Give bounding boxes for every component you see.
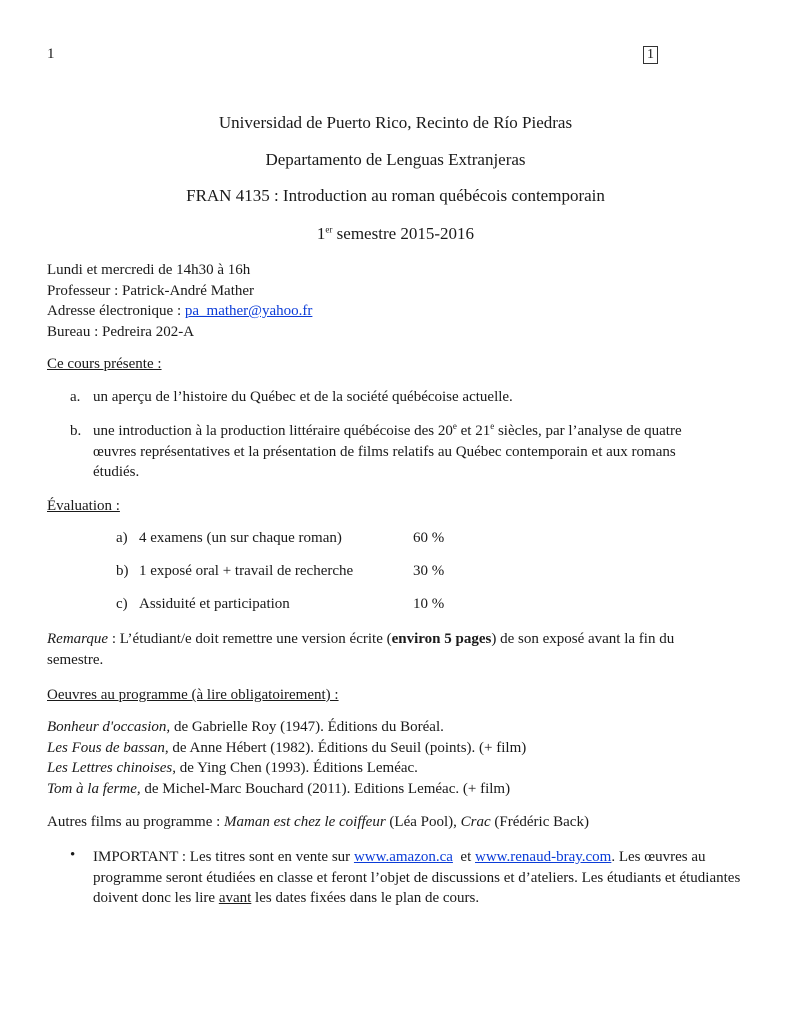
professor-line: Professeur : Patrick-André Mather bbox=[47, 282, 255, 299]
course-info bbox=[47, 260, 312, 342]
email-link[interactable]: pa_mather@yahoo.fr bbox=[184, 303, 313, 319]
office-line: Bureau : Pedreira 202-A bbox=[47, 323, 195, 340]
list-item-b-text: une introduction à la production littéraire québécoise des 20e et 21e siècles, par l’analyse de quatre œuvres représentatives et la présentation de films relatifs au Québec contemporain et aux romans étudiés. bbox=[93, 421, 682, 480]
renaud-bray-link[interactable]: www.renaud-bray.com bbox=[475, 849, 612, 865]
work-item: Tom à la ferme, de Michel-Marc Bouchard (2011). Editions Leméac. (+ film) bbox=[47, 780, 511, 797]
evaluation-heading: Évaluation : bbox=[47, 498, 120, 514]
work-item: Bonheur d'occasion, de Gabrielle Roy (1947). Éditions du Boréal. bbox=[47, 719, 444, 735]
work-item: Les Lettres chinoises, de Ying Chen (1993). Éditions Leméac. bbox=[47, 760, 418, 776]
works-list bbox=[47, 717, 526, 799]
list-item-b-marker: b. bbox=[70, 423, 82, 439]
page-number: 1 bbox=[47, 46, 55, 62]
remark-paragraph: Remarque : L’étudiant/e doit remettre une version écrite (environ 5 pages) de son exposé avant la fin du semestre. bbox=[47, 631, 675, 668]
list-item-a-text: un aperçu de l’histoire du Québec et de la société québécoise actuelle. bbox=[93, 389, 513, 405]
email-line: Adresse électronique : pa_mather@yahoo.fr bbox=[47, 303, 313, 319]
schedule-line: Lundi et mercredi de 14h30 à 16h bbox=[47, 262, 251, 278]
semester-title: 1er semestre 2015-2016 bbox=[316, 224, 475, 243]
course-presents-heading: Ce cours présente : bbox=[47, 356, 162, 372]
course-title: FRAN 4135 : Introduction au roman québécois contemporain bbox=[186, 186, 605, 205]
bullet-icon: • bbox=[70, 847, 76, 863]
university-title: Universidad de Puerto Rico, Recinto de Río Piedras bbox=[218, 113, 573, 132]
important-paragraph: IMPORTANT : Les titres sont en vente sur www.amazon.ca et www.renaud-bray.com. Les œuvres au programme seront étudiées en classe et feront l’objet de discussions et d’ateliers. Les étudiants et étudiantes doivent donc les lire avant les dates fixées dans le plan de cours. bbox=[93, 849, 741, 906]
work-item: Les Fous de bassan, de Anne Hébert (1982). Éditions du Seuil (points). (+ film) bbox=[47, 739, 527, 756]
department-title: Departamento de Lenguas Extranjeras bbox=[265, 150, 526, 169]
works-heading: Oeuvres au programme (à lire obligatoirement) : bbox=[47, 687, 339, 703]
page-number-field: 1 bbox=[643, 46, 658, 64]
amazon-link[interactable]: www.amazon.ca bbox=[353, 849, 453, 865]
other-films-line: Autres films au programme : Maman est chez le coiffeur (Léa Pool), Crac (Frédéric Back) bbox=[47, 814, 589, 830]
list-item-a-marker: a. bbox=[70, 389, 81, 405]
